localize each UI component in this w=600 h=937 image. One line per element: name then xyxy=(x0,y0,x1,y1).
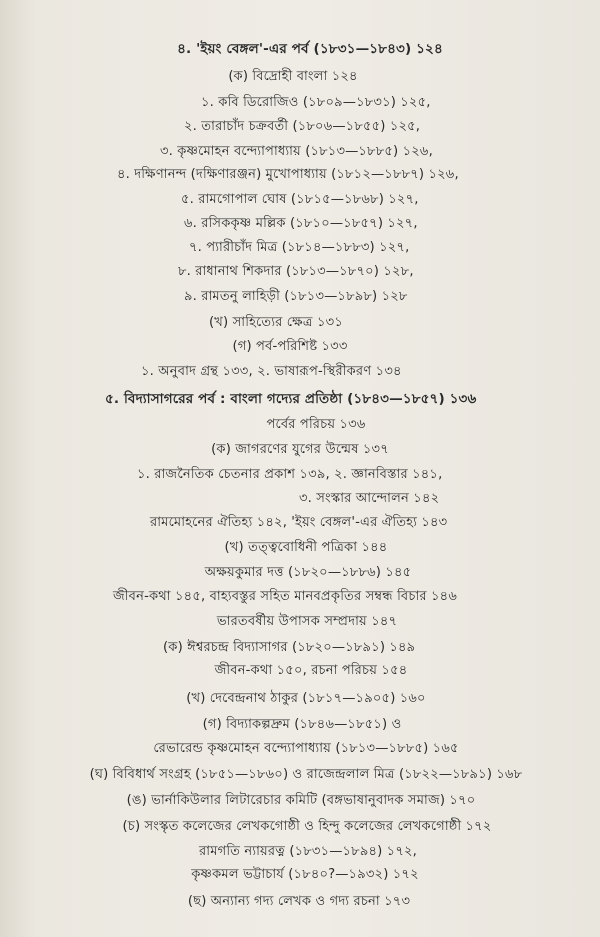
toc-entry: জীবন-কথা ১৪৫, বাহ্যবস্তুর সহিত মানবপ্রকৃতির সম্বন্ধ বিচার ১৪৬ xyxy=(113,589,458,604)
toc-entry: অক্ষয়কুমার দত্ত (১৮২০—১৮৮৬) ১৪৫ xyxy=(204,565,412,580)
toc-entry: ১. রাজনৈতিক চেতনার প্রকাশ ১৩৯, ২. জ্ঞানবিস্তার ১৪১, xyxy=(137,467,443,482)
toc-entry: পর্বের পরিচয় ১৩৬ xyxy=(266,417,366,432)
toc-entry: ভারতবর্ষীয় উপাসক সম্প্রদায় ১৪৭ xyxy=(216,614,398,629)
subsection-kha-heading: (খ) তত্ত্ববোধিনী পত্রিকা ১৪৪ xyxy=(224,540,388,555)
toc-entry: ১. কবি ডিরোজিও (১৮০৯—১৮৩১) ১২৫, xyxy=(201,95,431,110)
toc-entry: ৩. সংস্কার আন্দোলন ১৪২ xyxy=(299,491,440,506)
toc-entry: ৩. কৃষ্ণমোহন বন্দ্যোপাধ্যায় (১৮১৩—১৮৮৫) ১২৬, xyxy=(160,144,433,159)
toc-entry: রামমোহনের ঐতিহ্য ১৪২, 'ইয়ং বেঙ্গল'-এর ঐতিহ্য ১৪৩ xyxy=(150,515,448,530)
subsection-ka-heading: (ক) জাগরণের যুগের উন্মেষ ১৩৭ xyxy=(211,442,389,457)
toc-entry: ৪. দক্ষিণানন্দ (দক্ষিণারঞ্জন) মুখোপাধ্যায় (১৮১২—১৮৮৭) ১২৬, xyxy=(117,167,459,182)
toc-entry: ৭. প্যারীচাঁদ মিত্র (১৮১৪—১৮৮৩) ১২৭, xyxy=(189,240,410,255)
subsection-kha-heading: (খ) সাহিত্যের ক্ষেত্র ১৩১ xyxy=(209,315,343,330)
subsection-heading: (ছ) অন্যান্য গদ্য লেখক ও গদ্য রচনা ১৭৩ xyxy=(187,894,411,909)
subsection-heading: (খ) দেবেন্দ্রনাথ ঠাকুর (১৮১৭—১৯০৫) ১৬০ xyxy=(186,691,426,706)
toc-entry: ৯. রামতনু লাহিড়ী (১৮১৩—১৮৯৮) ১২৮ xyxy=(184,289,408,304)
subsection-heading: (ঘ) বিবিধার্থ সংগ্রহ (১৮৫১—১৮৬০) ও রাজেন্দ্রলাল মিত্র (১৮২২—১৮৯১) ১৬৮ xyxy=(89,767,523,782)
toc-entry: রেভারেন্ড কৃষ্ণমোহন বন্দ্যোপাধ্যায় (১৮১৩—১৮৮৫) ১৬৫ xyxy=(153,741,459,756)
section-4-heading: ৪. 'ইয়ং বেঙ্গল'-এর পর্ব (১৮৩১—১৮৪৩) ১২৪ xyxy=(177,41,443,57)
subsection-heading: (ঙ) ভার্নাকিউলার লিটারেচার কমিটি (বঙ্গভাষানুবাদক সমাজ) ১৭০ xyxy=(126,793,476,808)
toc-entry: রামগতি ন্যায়রত্ন (১৮৩১—১৮৯৪) ১৭২, xyxy=(199,844,417,859)
toc-entry: ৫. রামগোপাল ঘোষ (১৮১৫—১৮৬৮) ১২৭, xyxy=(181,192,419,207)
toc-entry: ২. তারাচাঁদ চক্রবর্তী (১৮০৬—১৮৫৫) ১২৫, xyxy=(184,119,421,134)
toc-entry: ৮. রাধানাথ শিকদার (১৮১৩—১৮৭০) ১২৮, xyxy=(178,264,414,279)
toc-entry: কৃষ্ণকমল ভট্টাচার্য (১৮৪০?—১৯৩২) ১৭২ xyxy=(191,867,419,882)
subsection-heading: (চ) সংস্কৃত কলেজের লেখকগোষ্ঠী ও হিন্দু কলেজের লেখকগোষ্ঠী ১৭২ xyxy=(122,819,492,834)
toc-entry: ১. অনুবাদ গ্রন্থ ১৩৩, ২. ভাষারূপ-স্থিরীকরণ ১৩৪ xyxy=(141,364,402,379)
subsection-ka-heading: (ক) বিদ্রোহী বাংলা ১২৪ xyxy=(228,69,358,84)
subsection-heading: (ক) ঈশ্বরচন্দ্র বিদ্যাসাগর (১৮২০—১৮৯১) ১৪৯ xyxy=(163,640,416,655)
subsection-heading: (গ) বিদ্যাকল্পদ্রুম (১৮৪৬—১৮৫১) ও xyxy=(202,717,402,732)
toc-entry: জীবন-কথা ১৫০, রচনা পরিচয় ১৫৪ xyxy=(214,663,408,678)
toc-entry: ৬. রসিককৃষ্ণ মল্লিক (১৮১০—১৮৫৭) ১২৭, xyxy=(184,216,418,231)
subsection-ga-heading: (গ) পর্ব-পরিশিষ্ট ১৩৩ xyxy=(232,339,348,354)
section-5-heading: ৫. বিদ্যাসাগরের পর্ব : বাংলা গদ্যের প্রতিষ্ঠা (১৮৪৩—১৮৫৭) ১৩৬ xyxy=(105,391,477,407)
